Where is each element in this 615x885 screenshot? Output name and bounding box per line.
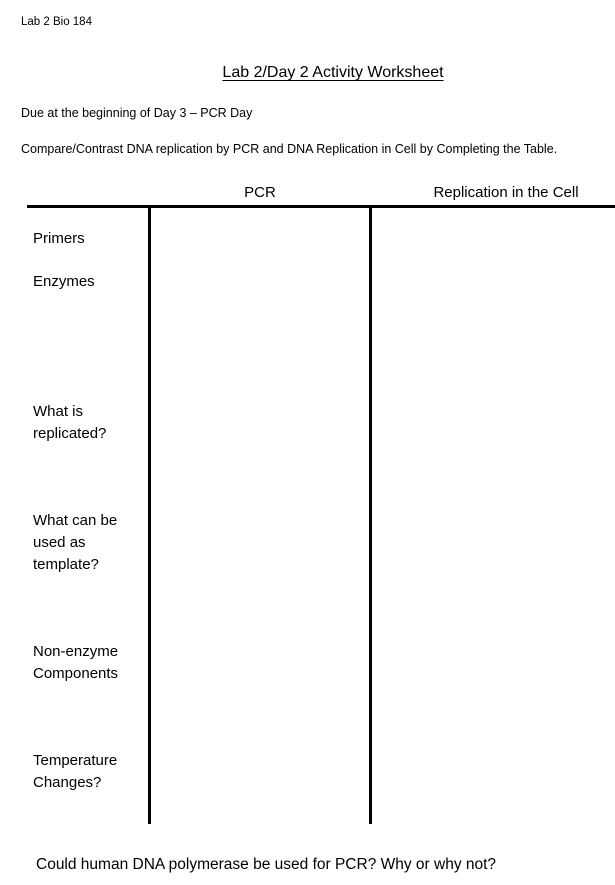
row-label-enzymes: Enzymes [33, 273, 95, 290]
column-header-cell-replication: Replication in the Cell [433, 184, 579, 201]
row-label-primers: Primers [33, 230, 85, 247]
instructions: Compare/Contrast DNA replication by PCR and DNA Replication in Cell by Completing the Table. [21, 142, 558, 156]
table-column-divider-1 [148, 207, 151, 824]
final-question: Could human DNA polymerase be used for PCR? Why or why not? [36, 856, 497, 873]
due-note: Due at the beginning of Day 3 – PCR Day [21, 106, 253, 120]
row-label-non-enzyme-components: Non-enzyme Components [33, 643, 119, 682]
table-column-divider-2 [369, 207, 372, 824]
course-header: Lab 2 Bio 184 [21, 16, 92, 28]
column-header-pcr: PCR [244, 184, 276, 201]
row-label-what-is-replicated: What is replicated? [33, 403, 107, 442]
table-header-divider [27, 205, 615, 208]
row-label-temperature-changes: Temperature Changes? [33, 752, 118, 791]
worksheet-title: Lab 2/Day 2 Activity Worksheet [222, 64, 444, 81]
row-label-template: What can be used as template? [33, 512, 118, 573]
